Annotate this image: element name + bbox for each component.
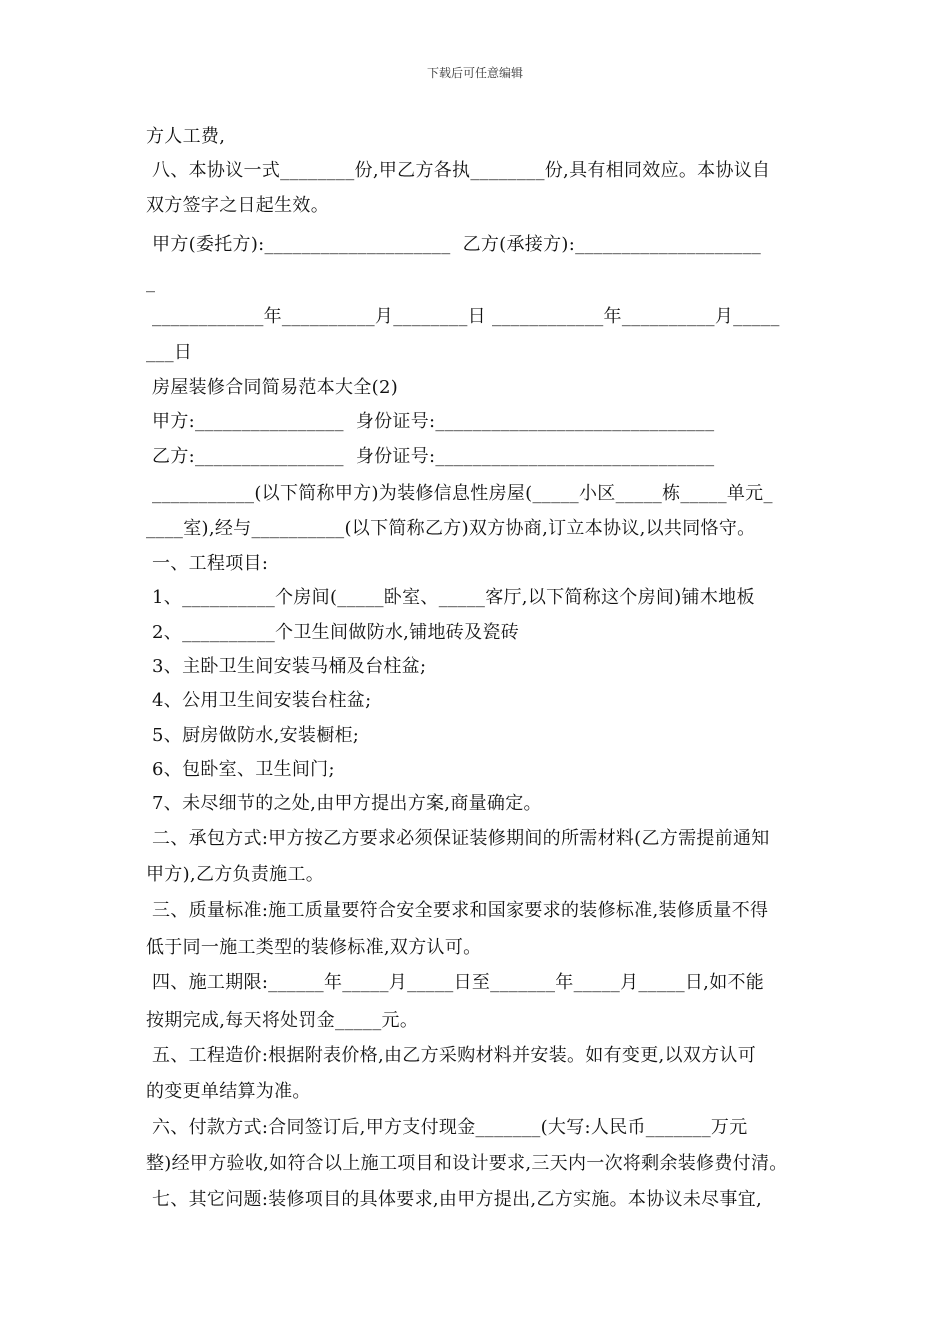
section-title: 房屋装修合同简易范本大全(2)	[146, 377, 399, 398]
party-b-line: 乙方:________________ 身份证号:______________________________	[146, 446, 715, 467]
list-item: 5、厨房做防水,安装橱柜;	[146, 725, 360, 746]
date-line: ____________年__________月________日 ____________年__________月_____	[146, 306, 780, 327]
date-line: ___日	[146, 342, 193, 363]
text-line: 整)经甲方验收,如符合以上施工项目和设计要求,三天内一次将剩余装修费付清。	[146, 1153, 788, 1174]
text-line: 五、工程造价:根据附表价格,由乙方采购材料并安装。如有变更,以双方认可	[146, 1045, 757, 1066]
text-line: 八、本协议一式________份,甲乙方各执________份,具有相同效应。本协议自	[146, 160, 771, 181]
list-item: 3、主卧卫生间安装马桶及台柱盆;	[146, 656, 427, 677]
text-line: 甲方),乙方负责施工。	[146, 864, 325, 885]
text-line: 的变更单结算为准。	[146, 1081, 311, 1102]
text-line: 双方签字之日起生效。	[146, 195, 329, 216]
list-item: 2、__________个卫生间做防水,铺地砖及瓷砖	[146, 622, 519, 643]
text-line: 七、其它问题:装修项目的具体要求,由甲方提出,乙方实施。本协议未尽事宜,	[146, 1189, 763, 1210]
text-line: ___________(以下简称甲方)为装修信息性房屋(_____小区_____栋_____单元_	[146, 483, 773, 504]
list-item: 1、__________个房间(_____卧室、_____客厅,以下简称这个房间)铺木地板	[146, 587, 755, 608]
text-line: 一、工程项目:	[146, 553, 269, 574]
text-line: 低于同一施工类型的装修标准,双方认可。	[146, 937, 482, 958]
text-line: ____室),经与__________(以下简称乙方)双方协商,订立本协议,以共同恪守。	[146, 518, 756, 539]
page-header: 下载后可任意编辑	[426, 66, 523, 80]
text-line: 二、承包方式:甲方按乙方要求必须保证装修期间的所需材料(乙方需提前通知	[146, 828, 770, 849]
text-line: 四、施工期限:______年_____月_____日至_______年_____月_____日,如不能	[146, 972, 765, 993]
text-line: 按期完成,每天将处罚金_____元。	[146, 1010, 419, 1031]
text-line: 六、付款方式:合同签订后,甲方支付现金_______(大写:人民币_______万元	[146, 1117, 748, 1138]
signature-line: 甲方(委托方):____________________ 乙方(承接方):____________________	[146, 234, 762, 255]
text-line: _	[146, 272, 156, 293]
list-item: 4、公用卫生间安装台柱盆;	[146, 690, 372, 711]
text-line: 方人工费,	[146, 126, 226, 147]
text-line: 三、质量标准:施工质量要符合安全要求和国家要求的装修标准,装修质量不得	[146, 900, 769, 921]
list-item: 6、包卧室、卫生间门;	[146, 759, 335, 780]
list-item: 7、未尽细节的之处,由甲方提出方案,商量确定。	[146, 793, 542, 814]
party-a-line: 甲方:________________ 身份证号:______________________________	[146, 411, 715, 432]
